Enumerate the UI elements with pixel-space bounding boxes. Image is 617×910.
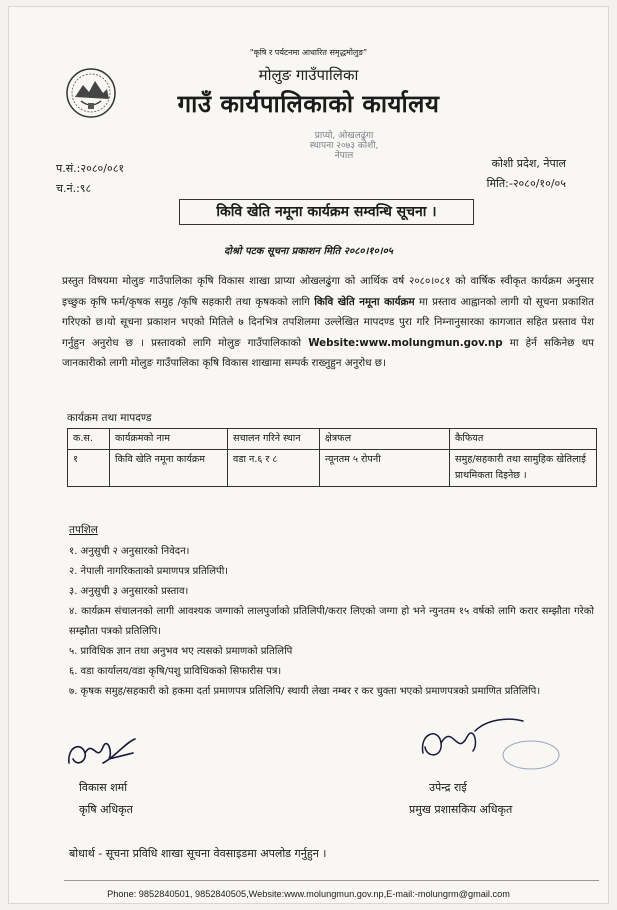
table-header-row bbox=[68, 429, 597, 450]
contact-footer: Phone: 9852840501, 9852840505,Website:www.molungmun.gov.np,E-mail:-molungrm@gmail.com bbox=[107, 889, 510, 899]
body-part-1: प्रस्तुत विषयमा मोलुङ गाउँपालिका कृषि विकास शाखा प्राप्या ओखलढुंगा को आर्थिक वर्ष २०८०।०८१ को वार्षिक स्वीकृत कार्यक्रम अनुसार इच्छुक कृषि फर्म/कृषक समुह /कृषि सहकारी तथा कृषकको लागि bbox=[62, 275, 594, 308]
list-item: २. नेपाली नागरिकताको प्रमाणपत्र प्रतिलिपी। bbox=[69, 566, 229, 577]
office-stamp: प्राप्यो, ओखलढुंगा स्थापना २०७३ कोशी, नेपाल bbox=[309, 131, 379, 161]
list-item: ६. वडा कार्यालय/वडा कृषि/पशु प्राविधिकको सिफारीस पत्र। bbox=[69, 666, 282, 677]
table-header-cell: सचालन गरिने स्थान bbox=[228, 429, 320, 450]
list-item: ७. कृषक समुह/सहकारी को हकमा दर्ता प्रमाणपत्र प्रतिलिपि/ स्थायी लेखा नम्बर र कर चुक्ता भएको प्रमाणपत्रको प्रमाणित प्रतिलिपि। bbox=[69, 686, 541, 697]
body-part-3: मा हेर्न सकिनेछ थप जानकारीको लागी मोलुङ गाउँपालिका कृषि विकास शाखामा सम्पर्क राख्नुहुन अनुरोध छ। bbox=[62, 336, 595, 369]
office-title: गाउँ कार्यपालिकाको कार्यालय bbox=[177, 90, 440, 118]
body-program-name: किवि खेति नमूना कार्यक्रम bbox=[314, 295, 415, 308]
table-cell: किवि खेति नमूना कार्यक्रम bbox=[110, 450, 228, 487]
table-cell: १ bbox=[68, 450, 110, 487]
table-header-cell: कार्यक्रमको नाम bbox=[110, 429, 228, 450]
table-caption: कार्यक्रम तथा मापदण्ड bbox=[67, 412, 152, 424]
list-item: १. अनुसुची २ अनुसारको निवेदन। bbox=[69, 546, 190, 557]
signatory-right bbox=[409, 777, 512, 821]
reference-numbers bbox=[56, 159, 124, 199]
requirements-title: तपशिल bbox=[69, 524, 98, 536]
signatory-left-name: विकास शर्मा bbox=[79, 781, 128, 794]
palika-name: मोलुङ गाउँपालिका bbox=[258, 66, 359, 84]
table-header-cell: कैफियत bbox=[450, 429, 597, 450]
list-item: ३. अनुसुची ३ अनुसारको प्रस्ताव। bbox=[69, 586, 189, 597]
signature-right-icon bbox=[413, 713, 563, 783]
table-row bbox=[68, 450, 597, 487]
location-date bbox=[487, 154, 566, 194]
list-item: ५. प्राविधिक ज्ञान तथा अनुभव भए त्यसको प्रमाणको प्रतिलिपि bbox=[69, 646, 293, 657]
signatory-left-title: कृषि अधिकृत bbox=[79, 803, 133, 816]
table-cell: वडा न.६ र ८ bbox=[228, 450, 320, 487]
program-table bbox=[67, 428, 597, 487]
notice-body bbox=[62, 271, 594, 374]
slogan: "कृषि र पर्यटनमा आधारित समृद्धमोलुङ" bbox=[249, 48, 368, 57]
table-header-cell: क्षेत्रफल bbox=[320, 429, 450, 450]
signature-left-icon bbox=[63, 733, 143, 777]
table-header-cell: क.स. bbox=[68, 429, 110, 450]
chalani-number: च.नं.:९८ bbox=[56, 182, 92, 195]
notice-page bbox=[8, 6, 609, 904]
signatory-right-title: प्रमुख प्रशासकिय अधिकृत bbox=[409, 803, 513, 816]
body-website-link[interactable]: Website:www.molungmun.gov.np bbox=[308, 336, 503, 349]
signatory-right-name: उपेन्द्र राई bbox=[429, 781, 467, 794]
publication-line: दोश्रो पटक सूचना प्रकाशन मिति २०८०।१०।०५ bbox=[224, 246, 393, 257]
table-cell: न्यूनतम ५ रोपनी bbox=[320, 450, 450, 487]
patra-sankhya: प.सं.:२०८०/०८१ bbox=[56, 162, 125, 175]
signatory-left bbox=[79, 777, 133, 821]
list-item: ४. कार्यक्रम संचालनको लागी आवश्यक जग्गाको लालपुर्जाको प्रतिलिपी/करार लिएको जग्गा हो भने न्युनतम १५ वर्षको लागि करार सम्झौता गरेको सम्झौता पत्रको प्रतिलिपि। bbox=[69, 606, 594, 637]
province: कोशी प्रदेश, नेपाल bbox=[491, 157, 566, 170]
footer-divider bbox=[64, 880, 599, 881]
body-part-2: मा प्रस्ताव आह्वानको लागी यो सूचना प्रकाशित गरिएको छ।यो सूचना प्रकाशन भएको मितिले ७ दिनभित्र तपशिलमा उल्लेखित मापदण्ड पुरा गरि निम्नानुसारका कागजात सहित प्रस्ताव पेश गर्नुहुन अनुरोध छ । प्रस्तावको लागि मोलुङ गाउँपालिकाको bbox=[62, 295, 594, 349]
issue-date: मिति:-२०८०/१०/०५ bbox=[486, 177, 566, 190]
subject-heading: किवि खेति नमूना कार्यक्रम सम्वन्धि सूचना । bbox=[179, 199, 474, 225]
table-cell: समुह/सहकारी तथा सामुहिक खेतिलाई प्राथमिकता दिइनेछ । bbox=[450, 450, 597, 487]
requirements-list bbox=[69, 542, 594, 702]
cc-note: बोधार्थ - सूचना प्रविधि शाखा सूचना वेवसाइडमा अपलोड गर्नुहुन । bbox=[69, 847, 327, 860]
